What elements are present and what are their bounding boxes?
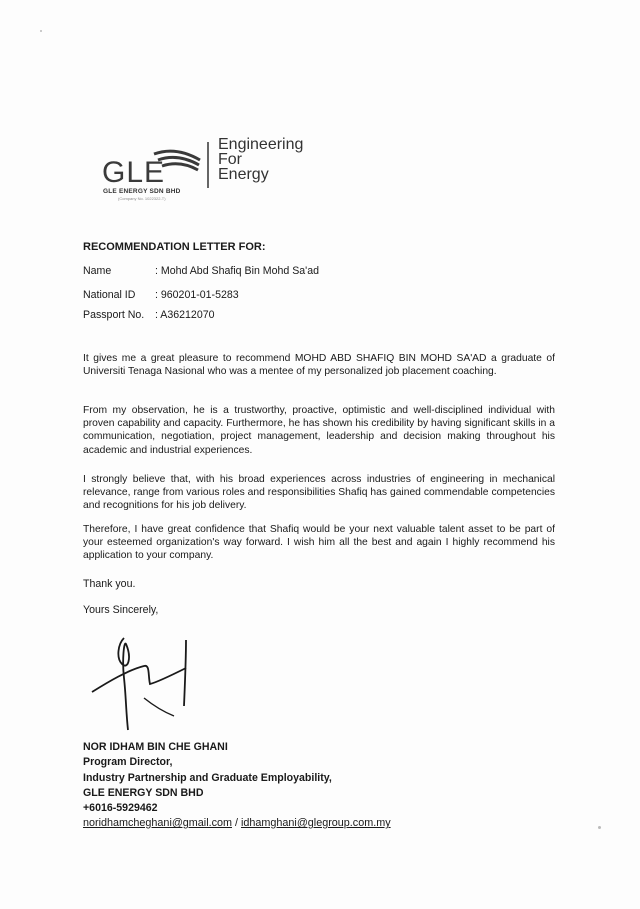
tagline-line: Energy <box>218 166 269 183</box>
email-link-glegroup[interactable]: idhamghani@glegroup.com.my <box>241 817 391 829</box>
handwritten-signature <box>88 630 198 735</box>
field-value: : Mohd Abd Shafiq Bin Mohd Sa'ad <box>155 265 319 277</box>
closing-line: Yours Sincerely, <box>83 604 159 616</box>
field-label: National ID <box>83 289 136 301</box>
tagline-line: For <box>218 151 242 168</box>
field-row-national-id <box>83 289 239 301</box>
signatory-name: NOR IDHAM BIN CHE GHANI <box>83 741 228 753</box>
company-name-logo: GLE ENERGY SDN BHD <box>103 188 181 195</box>
field-value: : 960201-01-5283 <box>155 289 239 301</box>
field-row-passport <box>83 309 215 321</box>
svg-text:GLE: GLE <box>102 156 166 189</box>
field-label: Passport No. <box>83 309 145 321</box>
email-separator: / <box>235 817 238 829</box>
paragraph-observation: From my observation, he is a trustworthy, proactive, optimistic and well-disciplined individual with proven capability and capacity. Furthermore, he has shown his credibility by having significant skills in a communication, negotiation, project management, leadership and decision making throughout his academic and industrial experiences. <box>83 405 555 456</box>
company-registration: (Company No. 1022322-T) <box>118 196 166 201</box>
field-value: : A36212070 <box>155 309 215 321</box>
field-label: Name <box>83 265 112 277</box>
tagline-line: Engineering <box>218 136 304 153</box>
letter-heading: RECOMMENDATION LETTER FOR: <box>83 241 266 253</box>
paragraph-belief: I strongly believe that, with his broad experiences across industries of engineering in mechanical relevance, range from various roles and responsibilities Shafiq has gained commendable competencies and recognitions for his job delivery. <box>83 474 555 512</box>
contact-emails <box>83 817 391 829</box>
paragraph-confidence: Therefore, I have great confidence that Shafiq would be your next valuable talent asset to be part of your esteemed organization's way forward. I wish him all the best and again I highly recommend his application to your company. <box>83 524 555 562</box>
thanks-line: Thank you. <box>83 578 136 590</box>
company-tagline <box>218 137 303 182</box>
signatory-title: Program Director, <box>83 756 173 768</box>
signatory-department: Industry Partnership and Graduate Employability, <box>83 772 332 784</box>
signatory-company: GLE ENERGY SDN BHD <box>83 787 204 799</box>
signatory-phone: +6016-5929462 <box>83 802 158 814</box>
scan-speck <box>40 30 42 32</box>
email-link-gmail[interactable]: noridhamcheghani@gmail.com <box>83 817 232 829</box>
field-row-name <box>83 265 319 277</box>
gle-logo-icon <box>96 130 216 192</box>
scan-speck <box>598 826 601 829</box>
paragraph-intro: It gives me a great pleasure to recommend MOHD ABD SHAFIQ BIN MOHD SA'AD a graduate of Universiti Tenaga Nasional who was a mentee of my personalized job placement coaching. <box>83 353 555 378</box>
